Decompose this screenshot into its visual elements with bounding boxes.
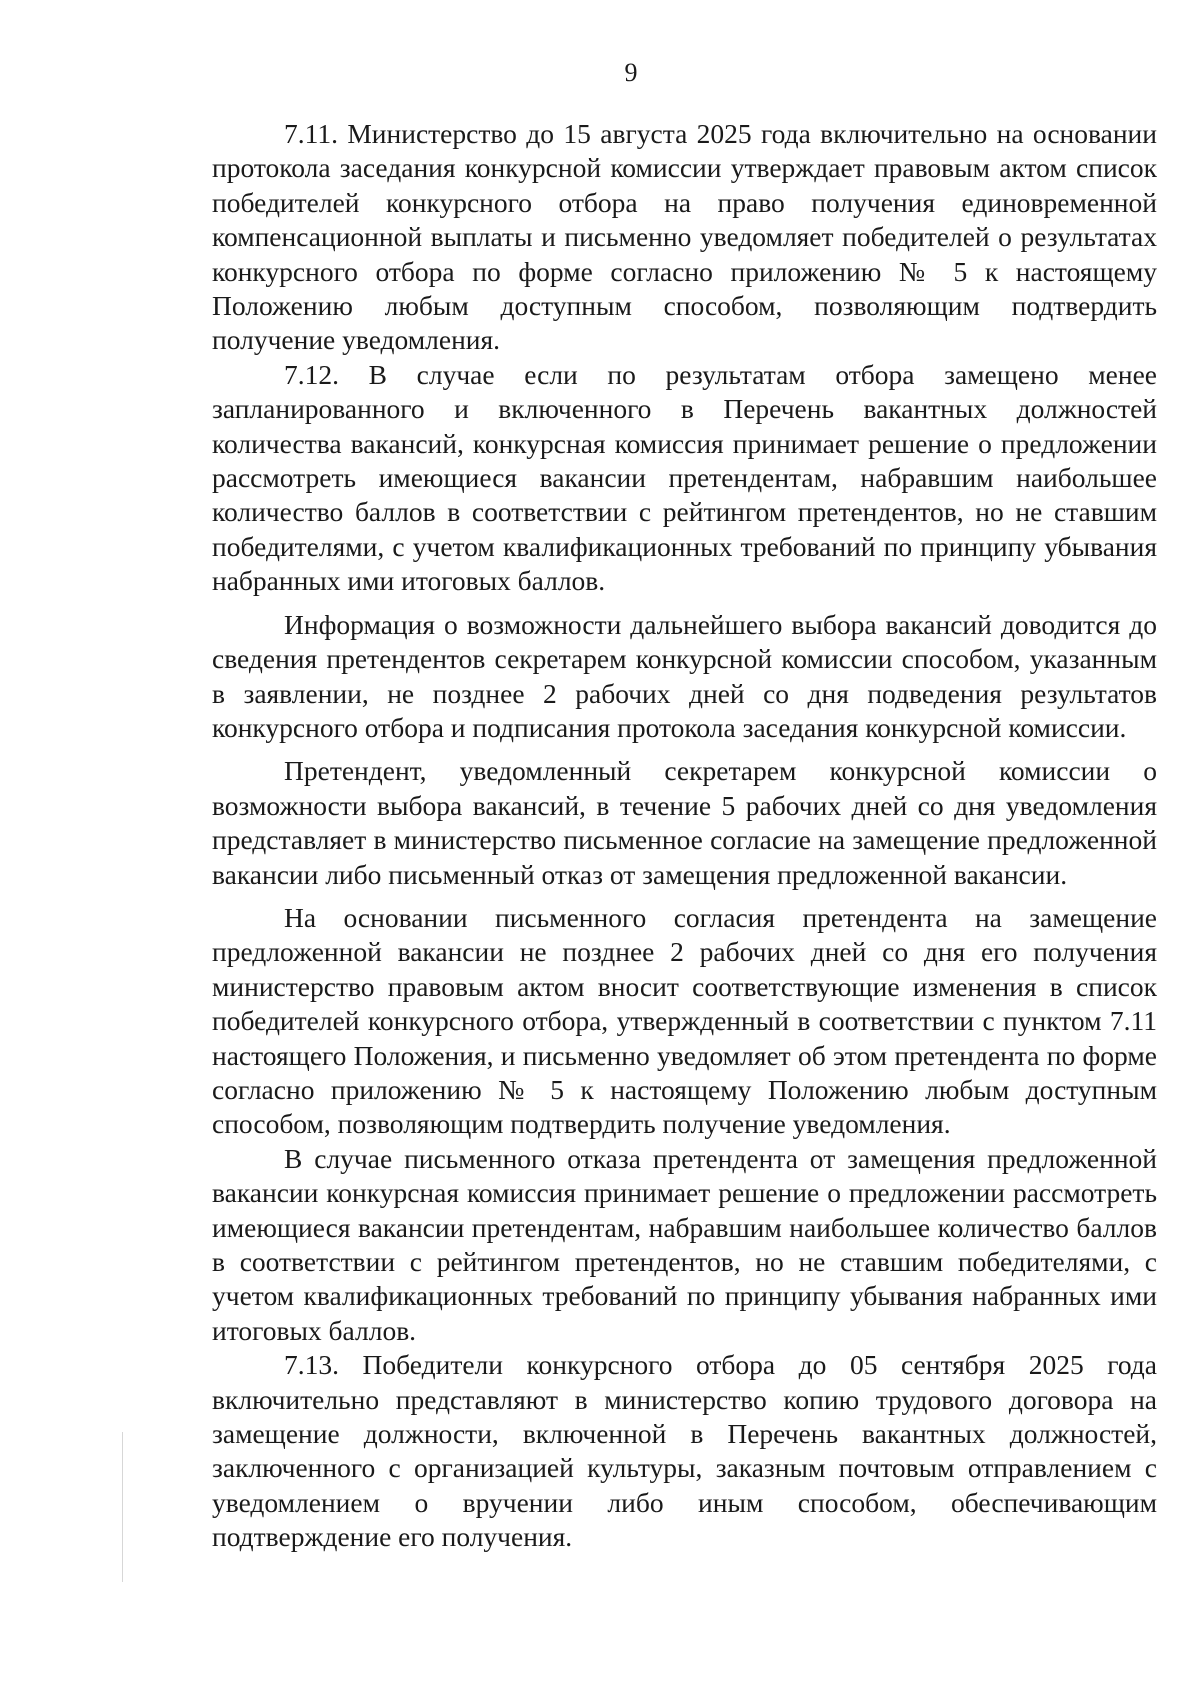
- scan-artifact-line: [122, 1432, 123, 1582]
- paragraph-applicant-response: Претендент, уведомленный секретарем конкурсной комиссии о возможности выбора вакансий, в течение 5 рабочих дней со дня уведомления представляет в министерство письменное согласие на замещение предложенной вакансии либо письменный отказ от замещения предложенной вакансии.: [212, 755, 1157, 890]
- paragraph-refusal-procedure: В случае письменного отказа претендента от замещения предложенной вакансии конкурсная комиссия принимает решение о предложении рассмотреть имеющиеся вакансии претендентам, набравшим наибольшее количество баллов в соответствии с рейтингом претендентов, но не ставшим победителями, с учетом квалификационных требований по принципу убывания набранных ими итоговых баллов.: [212, 1142, 1157, 1346]
- document-body: [212, 117, 1157, 1555]
- paragraph-7-13: 7.13. Победители конкурсного отбора до 05 сентября 2025 года включительно представляют в министерство копию трудового договора на замещение должности, включенной в Перечень вакантных должностей, заключенного с организацией культуры, заказным почтовым отправлением с уведомлением о вручении либо иным способом, обеспечивающим подтверждение его получения.: [212, 1349, 1157, 1553]
- paragraph-7-11: 7.11. Министерство до 15 августа 2025 года включительно на основании протокола заседания конкурсной комиссии утверждает правовым актом список победителей конкурсного отбора на право получения единовременной компенсационной выплаты и письменно уведомляет победителей о результатах конкурсного отбора по форме согласно приложению № 5 к настоящему Положению любым доступным способом, позволяющим подтвердить получение уведомления.: [212, 118, 1157, 356]
- paragraph-7-12: 7.12. В случае если по результатам отбора замещено менее запланированного и включенного в Перечень вакантных должностей количества вакансий, конкурсная комиссия принимает решение о предложении рассмотреть имеющиеся вакансии претендентам, набравшим наибольшее количество баллов в соответствии с рейтингом претендентов, но не ставшим победителями, с учетом квалификационных требований по принципу убывания набранных ими итоговых баллов.: [212, 358, 1157, 597]
- page-number: 9: [624, 58, 638, 87]
- paragraph-vacancy-information: Информация о возможности дальнейшего выбора вакансий доводится до сведения претендентов секретарем конкурсной комиссии способом, указанным в заявлении, не позднее 2 рабочих дней со дня подведения результатов конкурсного отбора и подписания протокола заседания конкурсной комиссии.: [212, 608, 1157, 743]
- paragraph-consent-procedure: На основании письменного согласия претендента на замещение предложенной вакансии не позднее 2 рабочих дней со дня его получения министерство правовым актом вносит соответствующие изменения в список победителей конкурсного отбора, утвержденный в соответствии с пунктом 7.11 настоящего Положения, и письменно уведомляет об этом претендента по форме согласно приложению № 5 к настоящему Положению любым доступным способом, позволяющим подтвердить получение уведомления.: [212, 901, 1157, 1140]
